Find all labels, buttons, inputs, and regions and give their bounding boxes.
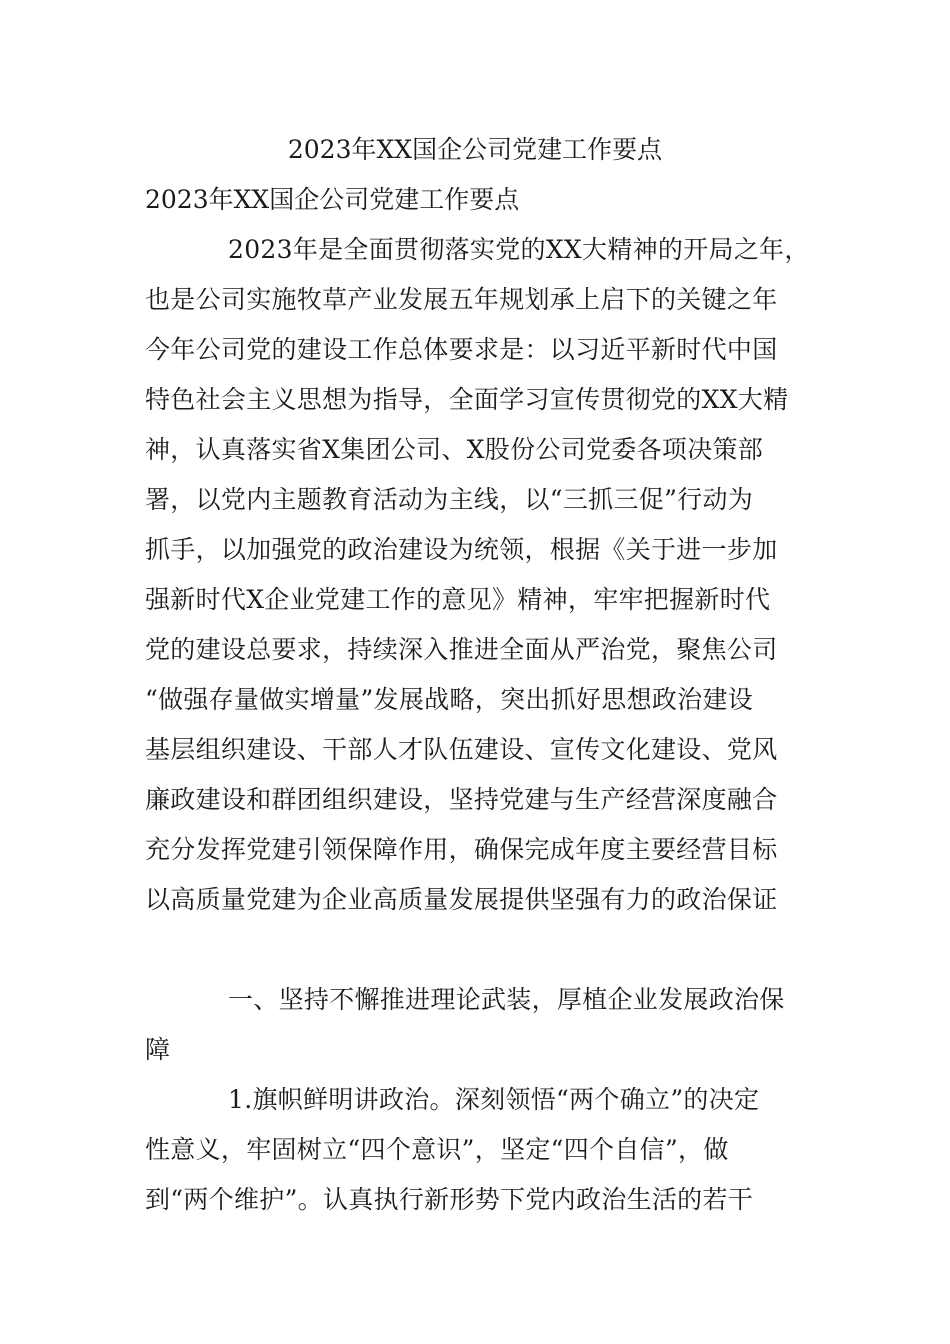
- intro-line-2: 也是公司实施牧草产业发展五年规划承上启下的关键之年: [145, 285, 778, 314]
- item-1-line-3: 到“两个维护”。认真执行新形势下党内政治生活的若干: [145, 1185, 754, 1214]
- intro-line-13: 充分发挥党建引领保障作用，确保完成年度主要经营目标: [145, 835, 778, 864]
- item-1-line-1: 1.旗帜鲜明讲政治。深刻领悟“两个确立”的决定: [228, 1085, 760, 1114]
- intro-line-1: 2023年是全面贯彻落实党的XX大精神的开局之年，: [228, 235, 810, 264]
- intro-line-10: “做强存量做实增量”发展战略，突出抓好思想政治建设: [145, 685, 754, 714]
- intro-line-11: 基层组织建设、干部人才队伍建设、宣传文化建设、党风: [145, 735, 778, 764]
- intro-line-9: 党的建设总要求，持续深入推进全面从严治党，聚焦公司: [145, 635, 778, 664]
- item-1-line-2: 性意义，牢固树立“四个意识”，坚定“四个自信”，做: [145, 1135, 729, 1164]
- intro-line-12: 廉政建设和群团组织建设，坚持党建与生产经营深度融合: [145, 785, 778, 814]
- document-subtitle: 2023年XX国企公司党建工作要点: [145, 185, 520, 214]
- section-1-heading-line-1: 一、坚持不懈推进理论武装，厚植企业发展政治保: [228, 985, 785, 1014]
- section-1-heading-line-2: 障: [145, 1035, 171, 1064]
- intro-line-14: 以高质量党建为企业高质量发展提供坚强有力的政治保证: [145, 885, 778, 914]
- intro-line-7: 抓手，以加强党的政治建设为统领，根据《关于进一步加: [145, 535, 778, 564]
- intro-line-8: 强新时代X企业党建工作的意见》精神，牢牢把握新时代: [145, 585, 771, 614]
- intro-line-6: 署，以党内主题教育活动为主线，以“三抓三促”行动为: [145, 485, 754, 514]
- document-title: 2023年XX国企公司党建工作要点: [287, 135, 663, 164]
- intro-line-4: 特色社会主义思想为指导，全面学习宣传贯彻党的XX大精: [145, 385, 789, 414]
- intro-line-3: 今年公司党的建设工作总体要求是：以习近平新时代中国: [145, 335, 778, 364]
- intro-line-5: 神，认真落实省X集团公司、X股份公司党委各项决策部: [145, 435, 764, 464]
